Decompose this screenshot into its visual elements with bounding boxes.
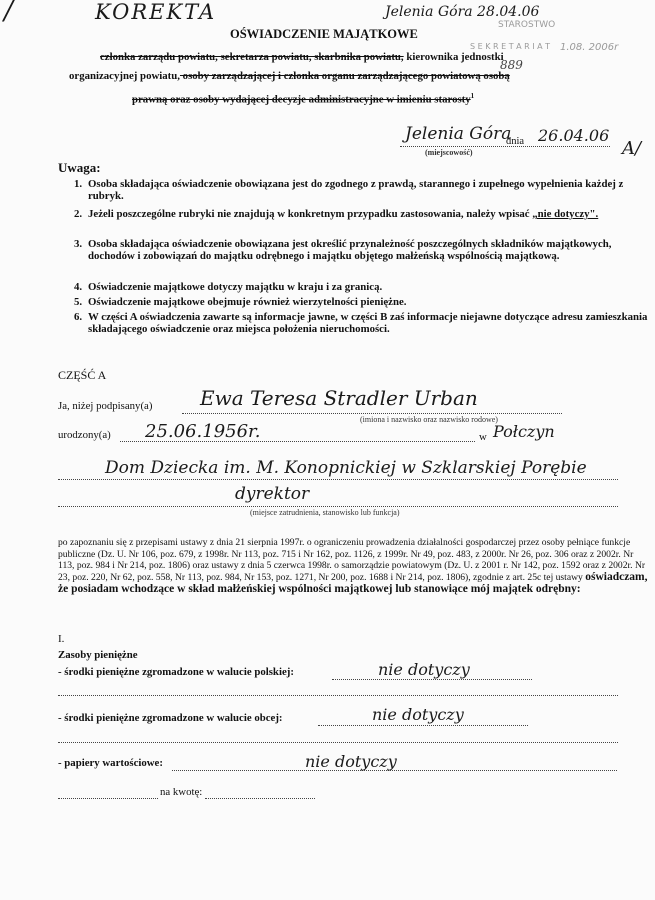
heading-line-2-kept: organizacyjnej powiatu, — [69, 70, 180, 82]
stamp-number: 889 — [500, 58, 523, 72]
corner-slash: / — [4, 0, 13, 26]
foreign-extra-line — [58, 741, 618, 743]
securities-value: nie dotyczy — [305, 752, 397, 771]
workplace-line — [58, 478, 618, 480]
korekta-note: KOREKTA — [95, 0, 217, 24]
ja-label: Ja, niżej podpisany(a) — [58, 400, 153, 412]
position-line — [58, 505, 618, 507]
stamp-secretariat: S E K R E T A R I A T — [470, 42, 551, 51]
roman-one: I. — [58, 633, 65, 645]
pln-extra-line — [58, 694, 618, 696]
securities-extra-line — [58, 797, 158, 799]
legal-paragraph: po zapoznaniu się z przepisami ustawy z dnia 21 sierpnia 1997r. o ograniczeniu prowadzenia działalności gospodarczej przez osoby pełniące funkcje publiczne (Dz. U. Nr 106, poz. 679, z 1998r. Nr 113, poz. 715 i Nr 162, poz. 1126, z 1999r. Nr 49, poz. 483, z 2000r. Nr 26, poz. 306 oraz z 2002r. Nr 113, poz. 984 i Nr 214, poz. 1806) oraz ustawy z dnia 5 czerwca 1998r. o samorządzie powiatowym (Dz. U. z 2001 r. Nr 142, poz. 1592 oraz z 2002r. Nr 23, poz. 220, Nr 62, poz. 558, Nr 113, poz. 984, Nr 153, poz. 1271, Nr 200, poz. 1688 i Nr 214, poz. 1806), zgodnie z art. 25c tej ustawy oświadczam, że posiadam wchodzące w skład małżeńskiej wspólności majątkowej lub stanowiące mój majątek odrębny: — [58, 537, 648, 595]
w-label: w — [479, 431, 487, 443]
amount-line — [205, 797, 315, 799]
heading-line-3 — [132, 92, 474, 106]
signed-place: Jelenia Góra — [405, 124, 512, 144]
name-caption: (imiona i nazwisko oraz nazwisko rodowe) — [360, 415, 498, 424]
amount-label: na kwotę: — [160, 786, 203, 798]
declaration-statement: oświadczam, że posiadam wchodzące w skład małżeńskiej wspólności majątkowej lub stanowiące mój majątek odrębny: — [58, 571, 648, 595]
uwaga-item-5: 5. Oświadczenie majątkowe obejmuje również wierzytelności pieniężne. — [74, 296, 407, 308]
declarant-name: Ewa Teresa Stradler Urban — [200, 386, 478, 410]
born-label: urodzony(a) — [58, 429, 111, 441]
margin-mark: A/ — [622, 138, 642, 159]
securities-label: - papiery wartościowe: — [58, 757, 163, 769]
footnote-mark: 1 — [470, 92, 475, 100]
stamp-date: 1.08. 2006r — [560, 42, 619, 53]
assets-heading: Zasoby pieniężne — [58, 649, 138, 661]
work-caption: (miejsce zatrudnienia, stanowisko lub funkcja) — [250, 508, 400, 517]
foreign-value: nie dotyczy — [372, 705, 464, 724]
stamp-office: STAROSTWO — [498, 20, 556, 30]
heading-line-2-struck: osoby zarządzającej i członka organu zarządzającego powiatową osobą — [179, 70, 510, 82]
name-line — [182, 412, 562, 414]
dnia-label: dnia — [506, 136, 525, 147]
position: dyrektor — [235, 484, 310, 504]
heading-line-1 — [100, 51, 504, 63]
pln-value: nie dotyczy — [378, 660, 470, 679]
part-a-heading: CZĘŚĆ A — [58, 368, 107, 382]
uwaga-item-4: 4. Oświadczenie majątkowe dotyczy majątku w kraju i za granicą. — [74, 281, 383, 293]
pln-label: - środki pieniężne zgromadzone w walucie polskiej: — [58, 666, 294, 678]
heading-line-3-struck: prawną oraz osoby wydającej decyzje administracyjne w imieniu starosty — [132, 93, 471, 106]
foreign-line — [318, 724, 528, 726]
birth-date-line — [120, 440, 475, 442]
top-place-date: Jelenia Góra 28.04.06 — [385, 4, 540, 20]
heading-line-1-kept: kierownika jednostki — [403, 51, 504, 63]
birth-place: Połczyn — [493, 422, 555, 441]
foreign-label: - środki pieniężne zgromadzone w walucie obcej: — [58, 712, 283, 724]
document-title: OŚWIADCZENIE MAJĄTKOWE — [230, 27, 418, 41]
uwaga-item-2: 2. Jeżeli poszczególne rubryki nie znajdują w konkretnym przypadku zastosowania, należy wpisać „nie dotyczy". — [74, 208, 599, 220]
uwaga-item-3: 3. Osoba składająca oświadczenie obowiązana jest określić przynależność poszczególnych składników majątkowych, dochodów i zobowiązań do majątku odrębnego i majątku objętego małżeńską wspólnością majątkową. — [74, 238, 612, 262]
uwaga-item-1: 1. Osoba składająca oświadczenie obowiązana jest do zgodnego z prawdą, starannego i zupełnego wypełnienia każdej z rubryk. — [74, 178, 624, 202]
heading-line-1-struck: członka zarządu powiatu, sekretarza powiatu, skarbnika powiatu, — [100, 51, 404, 63]
place-date-line — [400, 145, 610, 147]
birth-date: 25.06.1956r. — [145, 421, 261, 442]
uwaga-title: Uwaga: — [58, 160, 101, 175]
nie-dotyczy-emphasis: „nie dotyczy". — [532, 208, 599, 220]
signed-date: 26.04.06 — [538, 126, 610, 145]
place-caption: (miejscowość) — [425, 148, 473, 157]
heading-line-2 — [69, 70, 510, 82]
uwaga-item-6: 6. W części A oświadczenia zawarte są informacje jawne, w części B zaś informacje niejawne dotyczące adresu zamieszkania składającego oświadczenie oraz miejsca położenia nieruchomości. — [74, 311, 648, 335]
workplace: Dom Dziecka im. M. Konopnickiej w Szklarskiej Porębie — [105, 458, 587, 478]
